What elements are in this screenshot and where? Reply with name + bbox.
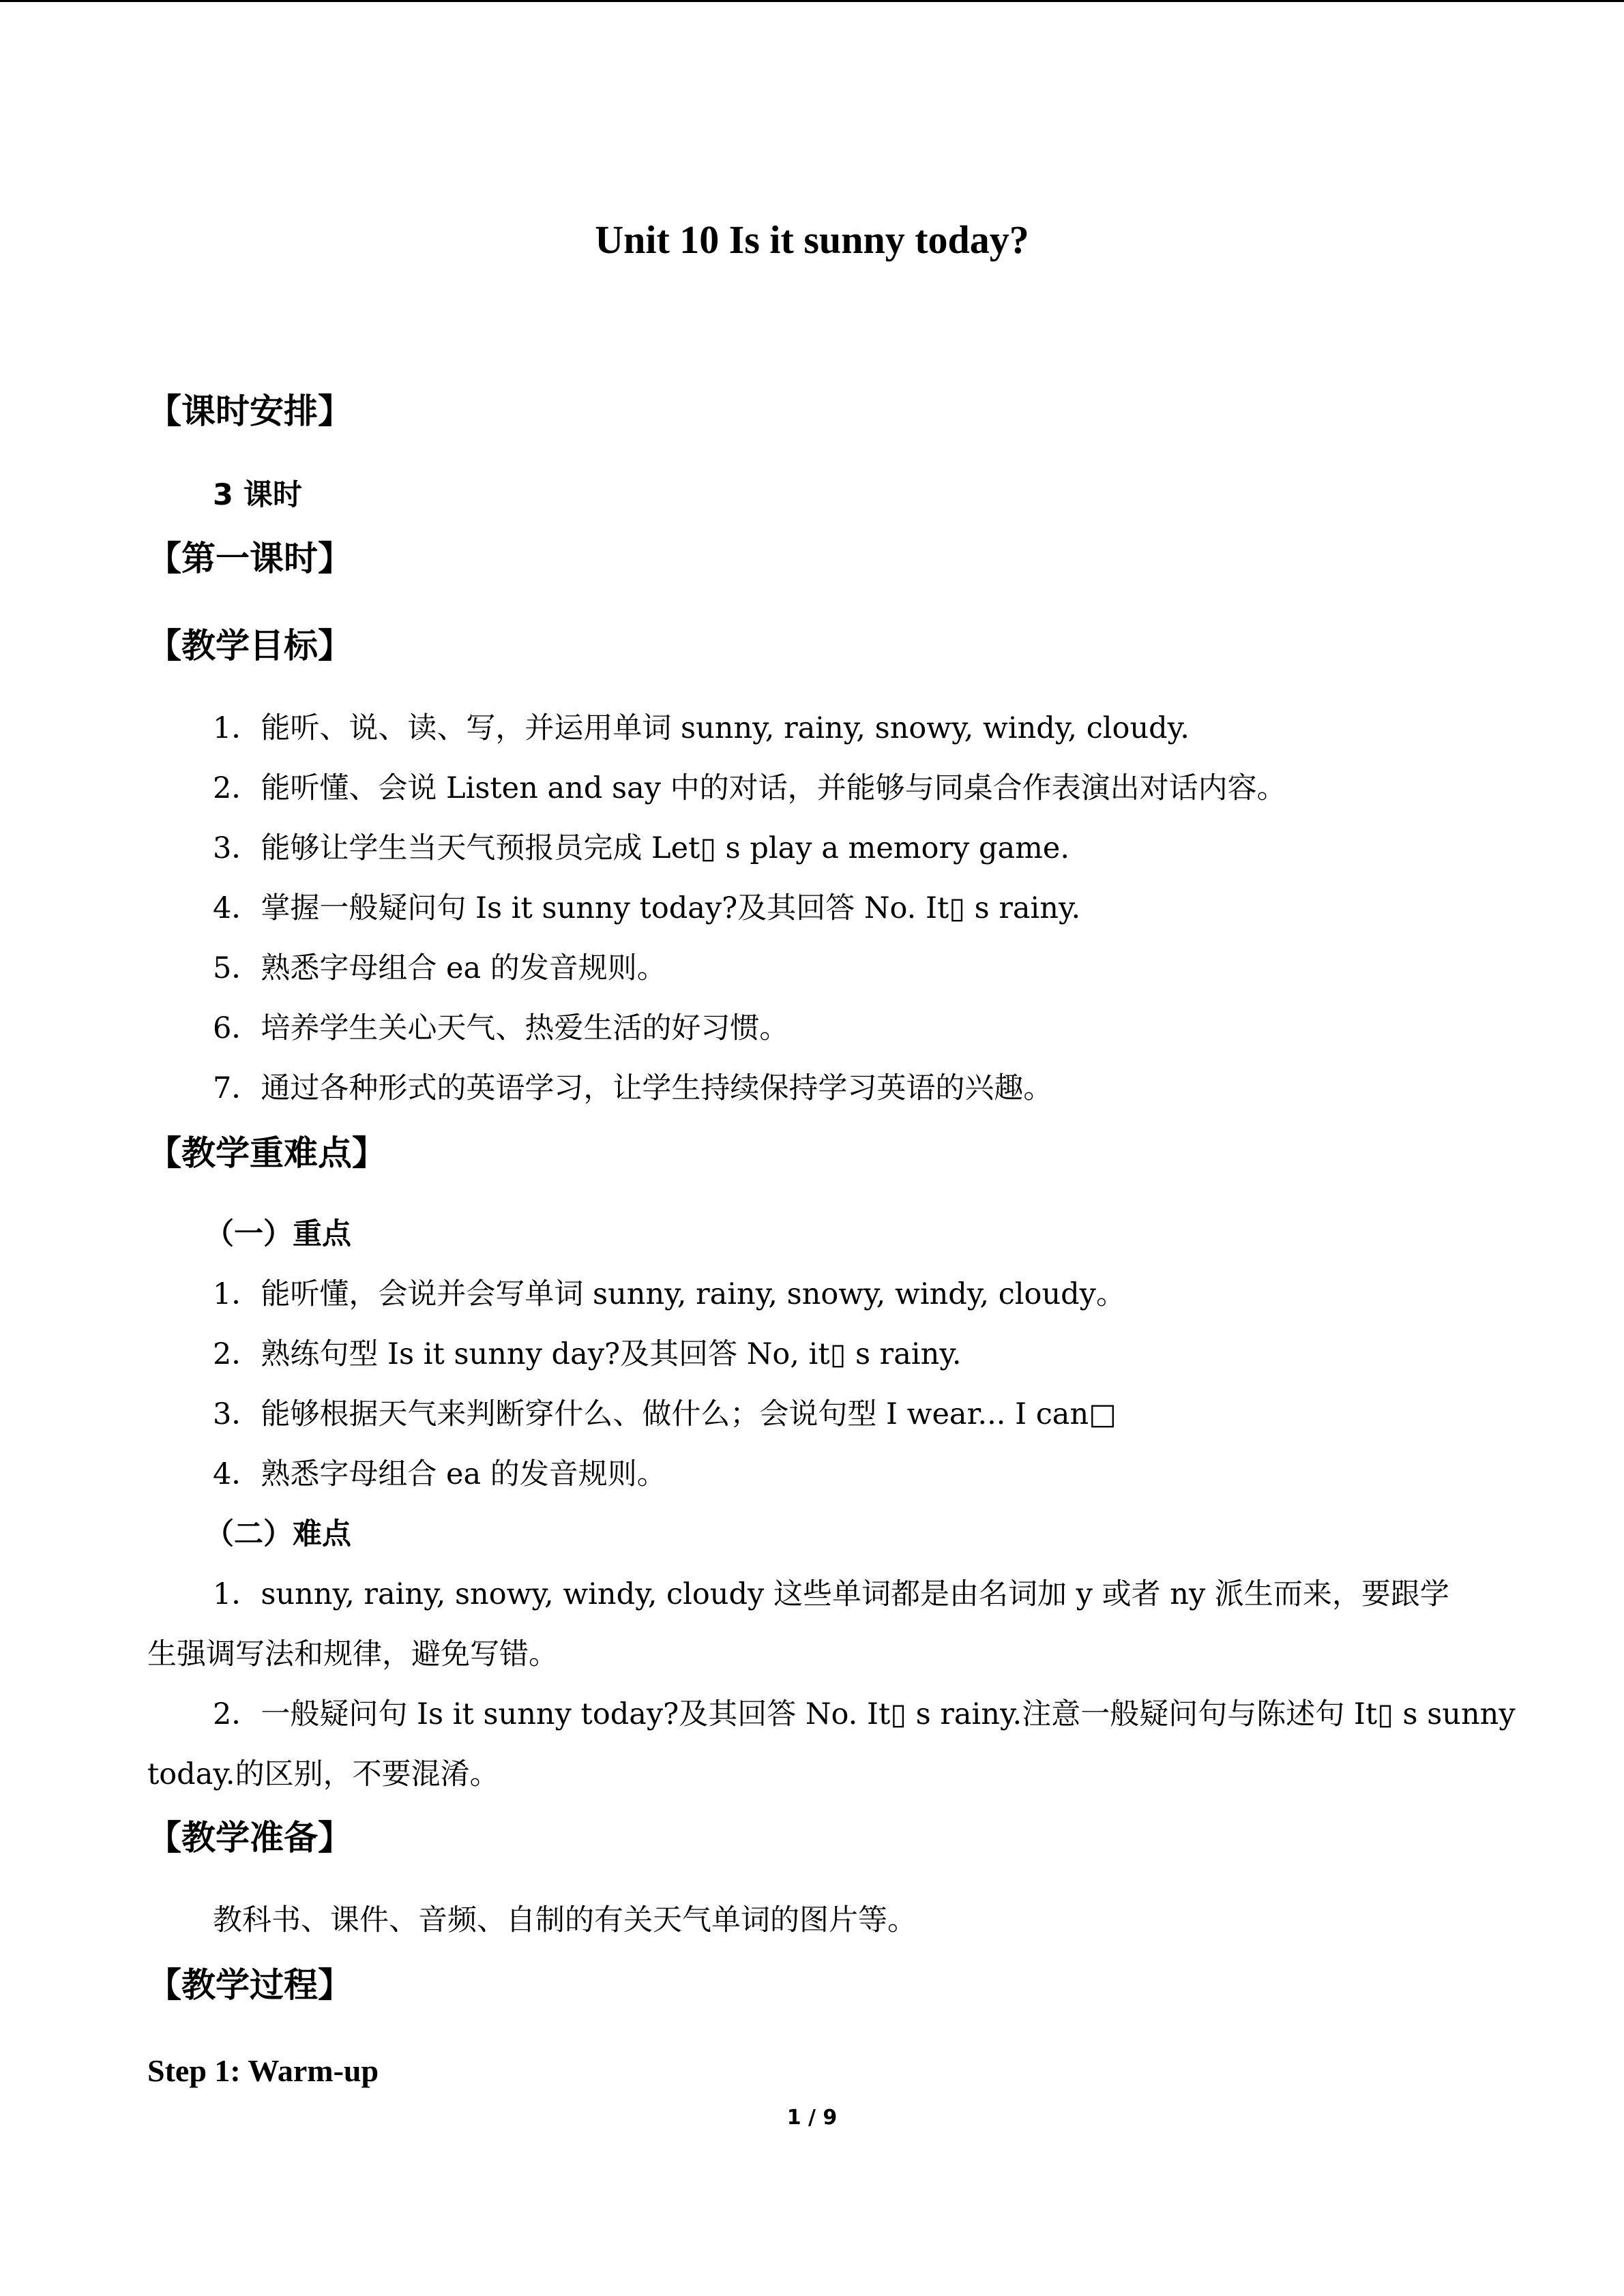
focus-item: 2．熟练句型 Is it sunny day?及其回答 No, it▯ s rainy. (213, 1337, 962, 1371)
heading-process: 【教学过程】 (147, 1965, 352, 2005)
objective-item: 5．熟悉字母组合 ea 的发音规则。 (213, 951, 666, 985)
preparation-text: 教科书、课件、音频、自制的有关天气单词的图片等。 (213, 1903, 917, 1937)
focus-item: 4．熟悉字母组合 ea 的发音规则。 (213, 1457, 666, 1491)
difficulty-item-line: today.的区别，不要混淆。 (147, 1757, 499, 1791)
objective-item: 1．能听、说、读、写，并运用单词 sunny, rainy, snowy, windy, cloudy. (213, 711, 1190, 745)
objective-item: 4．掌握一般疑问句 Is it sunny today?及其回答 No. It▯ s rainy. (213, 891, 1081, 925)
objective-item: 7．通过各种形式的英语学习，让学生持续保持学习英语的兴趣。 (213, 1071, 1053, 1105)
difficulty-item-line: 1．sunny, rainy, snowy, windy, cloudy 这些单词都是由名词加 y 或者 ny 派生而来，要跟学 (213, 1577, 1449, 1611)
page-number: 1 / 9 (786, 2106, 838, 2130)
focus-item: 3．能够根据天气来判断穿什么、做什么；会说句型 I wear... I can□ (213, 1397, 1117, 1431)
step-1-heading: Step 1: Warm-up (147, 2053, 379, 2088)
heading-preparation: 【教学准备】 (147, 1818, 352, 1858)
schedule-text: 3 课时 (213, 478, 302, 512)
difficulty-item-line: 生强调写法和规律，避免写错。 (147, 1637, 558, 1671)
heading-lesson-1: 【第一课时】 (147, 539, 352, 578)
focus-label: （一）重点 (205, 1217, 351, 1251)
heading-schedule: 【课时安排】 (147, 391, 352, 431)
difficulty-label: （二）难点 (205, 1517, 351, 1551)
objective-item: 2．能听懂、会说 Listen and say 中的对话，并能够与同桌合作表演出对话内容。 (213, 771, 1286, 805)
heading-key-points: 【教学重难点】 (147, 1133, 386, 1173)
heading-objectives: 【教学目标】 (147, 626, 352, 666)
difficulty-item-line: 2．一般疑问句 Is it sunny today?及其回答 No. It▯ s rainy.注意一般疑问句与陈述句 It▯ s sunny (213, 1697, 1516, 1731)
document-title: Unit 10 Is it sunny today? (595, 218, 1029, 262)
focus-item: 1．能听懂，会说并会写单词 sunny, rainy, snowy, windy, cloudy。 (213, 1277, 1125, 1311)
objective-item: 6．培养学生关心天气、热爱生活的好习惯。 (213, 1011, 789, 1045)
objective-item: 3．能够让学生当天气预报员完成 Let▯ s play a memory game. (213, 831, 1070, 865)
